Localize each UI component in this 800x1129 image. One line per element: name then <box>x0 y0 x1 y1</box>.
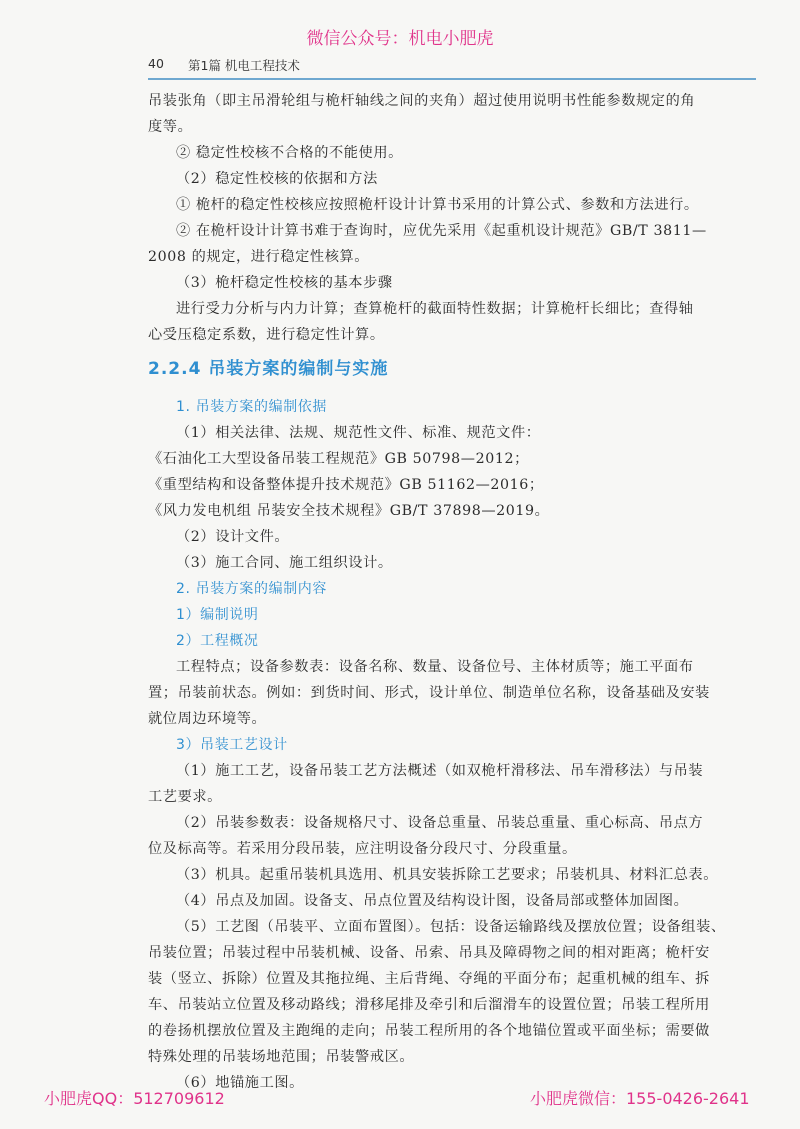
paragraph-line: ① 桅杆的稳定性校核应按照桅杆设计计算书采用的计算公式、参数和方法进行。 <box>176 197 699 213</box>
paragraph-line: 置；吊装前状态。例如：到货时间、形式，设计单位、制造单位名称，设备基础及安装 <box>148 685 710 701</box>
paragraph-line: 《重型结构和设备整体提升技术规范》GB 51162—2016； <box>148 477 544 493</box>
watermark-top: 微信公众号：机电小肥虎 <box>306 29 494 49</box>
paragraph-line: （3）机具。起重吊装机具选用、机具安装拆除工艺要求；吊装机具、材料汇总表。 <box>176 867 718 883</box>
paragraph-line: 进行受力分析与内力计算；查算桅杆的截面特性数据；计算桅杆长细比；查得轴 <box>176 301 694 317</box>
paragraph-line: （5）工艺图（吊装平、立面布置图）。包括：设备运输路线及摆放位置；设备组装、 <box>176 919 726 935</box>
paragraph-line: （2）设计文件。 <box>176 529 290 545</box>
paragraph-line: （3）施工合同、施工组织设计。 <box>176 555 393 571</box>
paragraph-line: （3）桅杆稳定性校核的基本步骤 <box>176 275 393 291</box>
watermark-qq: 小肥虎QQ：512709612 <box>44 1089 225 1108</box>
paragraph-line: 《石油化工大型设备吊装工程规范》GB 50798—2012； <box>148 451 529 467</box>
paragraph-line: （1）相关法律、法规、规范性文件、标准、规范文件： <box>176 425 541 441</box>
subsection-heading: 2. 吊装方案的编制内容 <box>176 581 328 597</box>
paragraph-line: 车、吊装站立位置及移动路线；滑移尾排及牵引和后溜滑车的设置位置；吊装工程所用 <box>148 997 710 1013</box>
page-header <box>148 52 756 80</box>
paragraph-line: （2）吊装参数表：设备规格尺寸、设备总重量、吊装总重量、重心标高、吊点方 <box>176 815 704 831</box>
paragraph-line: 特殊处理的吊装场地范围；吊装警戒区。 <box>148 1049 415 1065</box>
paragraph-line: 《风力发电机组 吊装安全技术规程》GB/T 37898—2019。 <box>148 503 550 519</box>
page-number: 40 <box>148 56 164 71</box>
paragraph-line: 的卷扬机摆放位置及主跑绳的走向；吊装工程所用的各个地锚位置或平面坐标；需要做 <box>148 1023 710 1039</box>
subsection-heading: 2）工程概况 <box>176 633 259 649</box>
paragraph-line: 装（竖立、拆除）位置及其拖拉绳、主后背绳、夺绳的平面分布；起重机械的组车、拆 <box>148 971 710 987</box>
subsection-heading: 3）吊装工艺设计 <box>176 737 288 753</box>
paragraph-line: 心受压稳定系数，进行稳定性计算。 <box>148 327 385 343</box>
paragraph-line: ② 稳定性校核不合格的不能使用。 <box>176 145 403 161</box>
paragraph-line: ② 在桅杆设计计算书难于查询时，应优先采用《起重机设计规范》GB/T 3811— <box>176 223 707 239</box>
paragraph-line: 度等。 <box>148 119 193 135</box>
paragraph-line: 2008 的规定，进行稳定性核算。 <box>148 249 370 265</box>
paragraph-line: （6）地锚施工图。 <box>176 1075 304 1091</box>
paragraph-line: 工程特点；设备参数表：设备名称、数量、设备位号、主体材质等；施工平面布 <box>176 659 694 675</box>
chapter-title: 第1篇 机电工程技术 <box>188 58 300 73</box>
paragraph-line: 就位周边环境等。 <box>148 711 267 727</box>
subsection-heading: 1）编制说明 <box>176 607 259 623</box>
paragraph-line: 工艺要求。 <box>148 789 222 805</box>
section-heading: 2.2.4 吊装方案的编制与实施 <box>148 359 389 379</box>
paragraph-line: 位及标高等。若采用分段吊装，应注明设备分段尺寸、分段重量。 <box>148 841 577 857</box>
paragraph-line: 吊装位置；吊装过程中吊装机械、设备、吊索、吊具及障碍物之间的相对距离；桅杆安 <box>148 945 710 961</box>
watermark-wechat: 小肥虎微信：155-0426-2641 <box>530 1089 750 1108</box>
subsection-heading: 1. 吊装方案的编制依据 <box>176 399 328 415</box>
paragraph-line: （1）施工工艺，设备吊装工艺方法概述（如双桅杆滑移法、吊车滑移法）与吊装 <box>176 763 704 779</box>
paragraph-line: （2）稳定性校核的依据和方法 <box>176 171 378 187</box>
paragraph-line: 吊装张角（即主吊滑轮组与桅杆轴线之间的夹角）超过使用说明书性能参数规定的角 <box>148 93 696 109</box>
paragraph-line: （4）吊点及加固。设备支、吊点位置及结构设计图，设备局部或整体加固图。 <box>176 893 689 909</box>
